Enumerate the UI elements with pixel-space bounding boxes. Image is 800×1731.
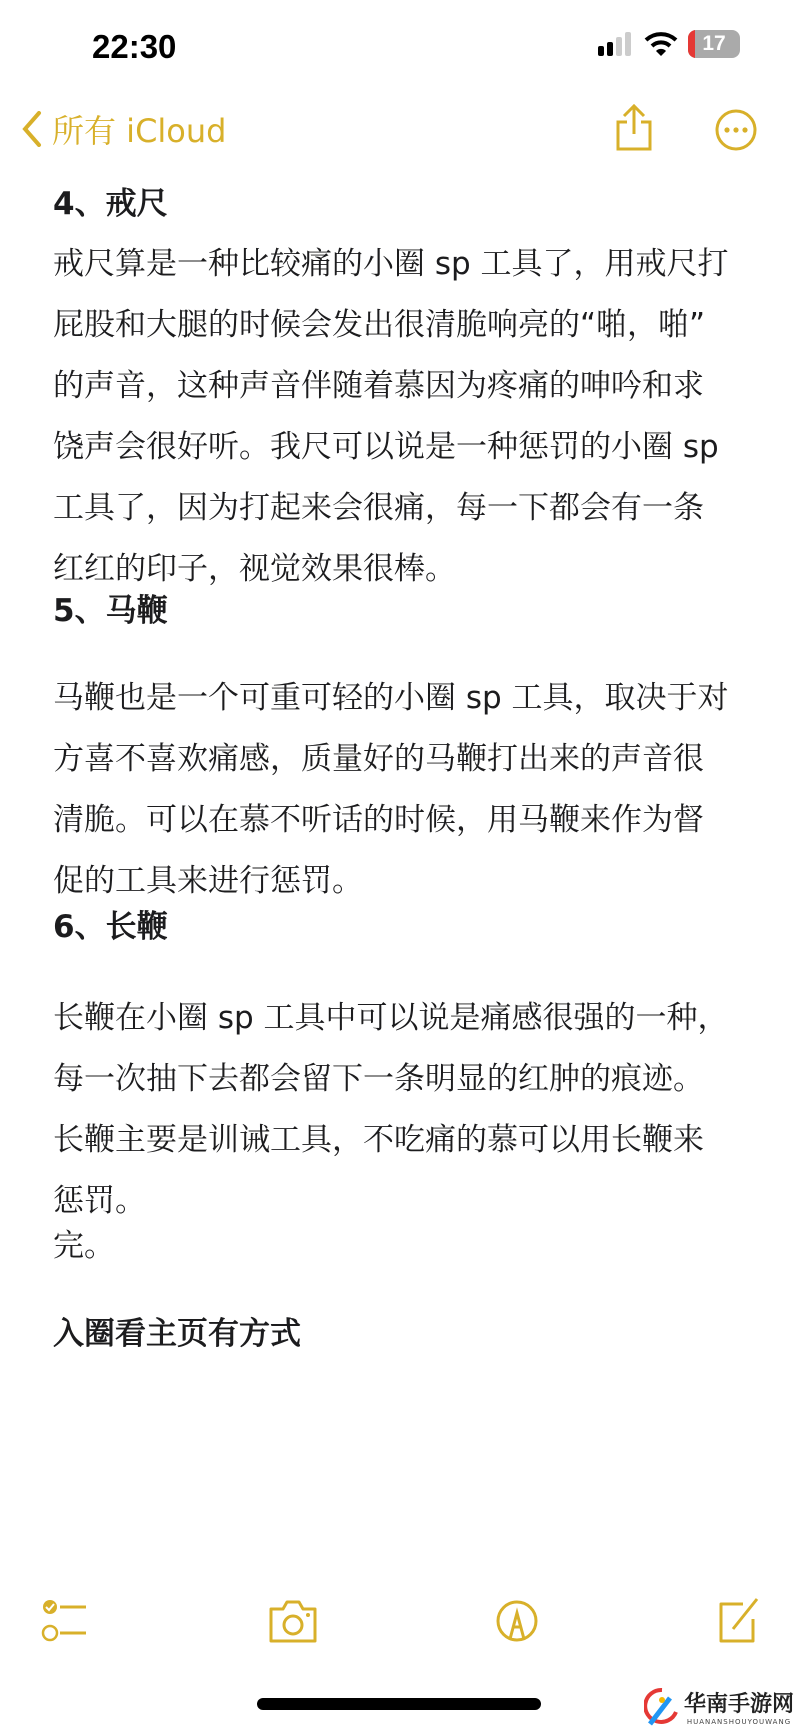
watermark-icon xyxy=(644,1686,680,1726)
status-time: 22:30 xyxy=(92,28,177,65)
cellular-signal-icon xyxy=(598,32,634,56)
text-line: 方喜不喜欢痛感，质量好的马鞭打出来的声音很 xyxy=(53,741,704,777)
text-line: 清脆。可以在慕不听话的时候，用马鞭来作为督 xyxy=(53,802,704,838)
text-line: 马鞭也是一个可重可轻的小圈 sp 工具，取决于对 xyxy=(53,680,729,716)
text-line: 长鞭在小圈 sp 工具中可以说是痛感很强的一种， xyxy=(53,1000,729,1036)
end-text: 完。 xyxy=(53,1228,115,1264)
heading-5: 5、马鞭 xyxy=(53,593,168,629)
status-icons xyxy=(598,30,740,58)
paragraph-1 xyxy=(53,234,729,600)
compose-note-icon[interactable] xyxy=(717,1595,763,1645)
text-line: 红红的印子，视觉效果很棒。 xyxy=(53,551,456,587)
text-line: 惩罚。 xyxy=(53,1183,146,1219)
paragraph-3 xyxy=(53,988,729,1232)
paragraph-2 xyxy=(53,668,729,912)
checklist-icon[interactable] xyxy=(40,1595,90,1645)
heading-4: 4、戒尺 xyxy=(53,186,168,222)
wifi-icon xyxy=(644,31,678,57)
share-icon[interactable] xyxy=(614,104,654,152)
text-line: 每一次抽下去都会留下一条明显的红肿的痕迹。 xyxy=(53,1061,704,1097)
camera-icon[interactable] xyxy=(267,1595,319,1645)
text-line: 促的工具来进行惩罚。 xyxy=(53,863,363,899)
back-button[interactable] xyxy=(22,106,226,152)
text-line: 的声音，这种声音伴随着慕因为疼痛的呻吟和求 xyxy=(53,368,704,404)
home-indicator xyxy=(257,1698,541,1710)
text-line: 长鞭主要是训诫工具，不吃痛的慕可以用长鞭来 xyxy=(53,1122,704,1158)
text-line: 屁股和大腿的时候会发出很清脆响亮的“啪，啪” xyxy=(53,307,706,343)
markup-pen-icon[interactable] xyxy=(495,1595,539,1645)
text-line: 工具了，因为打起来会很痛，每一下都会有一条 xyxy=(53,490,704,526)
back-label: 所有 iCloud xyxy=(52,112,227,150)
watermark-name: 华南手游网 xyxy=(683,1691,794,1717)
chevron-left-icon xyxy=(22,111,42,147)
text-line: 戒尺算是一种比较痛的小圈 sp 工具了，用戒尺打 xyxy=(53,246,729,282)
watermark-logo xyxy=(644,1686,794,1726)
battery-indicator: 17 xyxy=(688,30,740,58)
text-line: 饶声会很好听。我尺可以说是一种惩罚的小圈 sp xyxy=(53,429,719,465)
closing-line: 入圈看主页有方式 xyxy=(53,1316,301,1352)
heading-6: 6、长鞭 xyxy=(53,909,168,945)
watermark-sub: HUANANSHOUYOUWANG xyxy=(686,1717,792,1726)
more-options-icon[interactable] xyxy=(715,109,757,151)
